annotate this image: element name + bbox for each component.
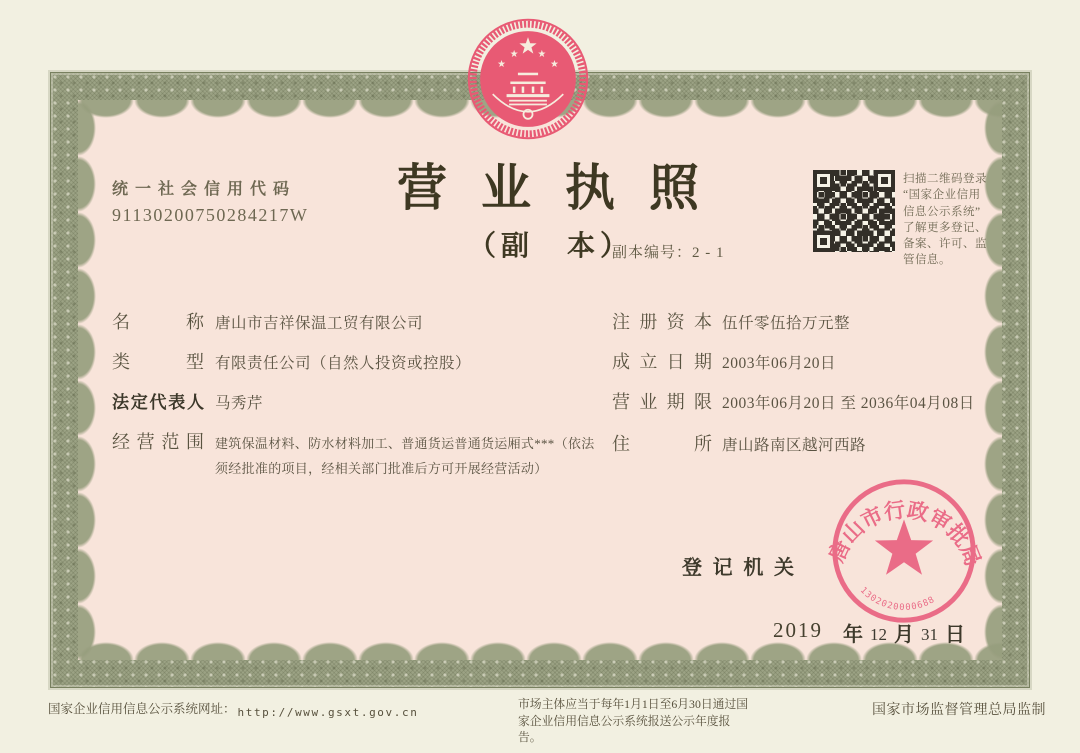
date-year-unit: 年 [843, 624, 863, 646]
seal-text: 唐山市行政审批局 [824, 497, 986, 570]
license-subtitle: （副 本） [468, 231, 634, 262]
field-row-term [612, 388, 975, 414]
address-label: 住所 [612, 434, 712, 454]
field-row-address [612, 430, 866, 456]
license-title: 营业执照 [397, 160, 733, 216]
qr-caption-line: 了解更多登记、 [903, 221, 987, 234]
legal-rep-value: 马秀芹 [215, 395, 264, 412]
official-seal [820, 467, 988, 635]
date-day: 31 [921, 625, 938, 644]
seal-code: 1302020000688 [857, 585, 938, 614]
date-month-unit: 月 [894, 624, 914, 646]
qr-caption [903, 171, 999, 269]
credit-code-label: 统一社会信用代码 [112, 181, 297, 198]
established-label: 成立日期 [612, 352, 712, 372]
scope-label: 经营范围 [112, 432, 204, 452]
footer-annual-report-note: 市场主体应当于每年1月1日至6月30日通过国家企业信用信息公示系统报送公示年度报告。 [518, 697, 749, 744]
footer-gsxt-url: http://www.gsxt.gov.cn [237, 706, 419, 719]
qr-caption-line: 备案、许可、监 [903, 238, 987, 251]
national-emblem-icon [465, 13, 591, 145]
field-row-scope [112, 428, 597, 481]
qr-finder-icon [874, 170, 895, 191]
field-row-capital [612, 308, 850, 334]
footer-gsxt-label: 国家企业信用信息公示系统网址： [48, 702, 236, 716]
date-year: 2019 [773, 618, 823, 642]
name-label: 名称 [112, 312, 204, 332]
type-value: 有限责任公司（自然人投资或控股） [215, 355, 472, 372]
field-row-established [612, 348, 836, 374]
qr-code [813, 170, 895, 252]
field-row-legal-rep [112, 388, 263, 413]
field-row-type [112, 348, 471, 374]
name-value: 唐山市吉祥保温工贸有限公司 [215, 315, 424, 332]
qr-finder-icon [813, 231, 834, 252]
registrar-label: 登记机关 [682, 557, 794, 579]
field-row-name [112, 308, 423, 334]
capital-label: 注册资本 [612, 312, 712, 332]
capital-value: 伍仟零伍拾万元整 [722, 315, 851, 332]
scope-value: 建筑保温材料、防水材料加工、普通货运普通货运厢式***（依法须经批准的项目，经相关部门批准后方可开展经营活动） [215, 436, 595, 476]
qr-caption-line: “国家企业信用 [903, 189, 981, 202]
qr-caption-line: 信息公示系统” [903, 205, 981, 218]
address-value: 唐山路南区越河西路 [722, 437, 867, 454]
credit-code-value: 91130200750284217W [112, 205, 309, 225]
seal-star-icon [875, 519, 933, 574]
term-label: 营业期限 [612, 392, 712, 412]
date-month: 12 [870, 625, 887, 644]
qr-caption-line: 管信息。 [903, 254, 951, 267]
date-day-unit: 日 [945, 624, 965, 646]
qr-finder-icon [813, 170, 834, 191]
copy-number: 副本编号：2 - 1 [612, 245, 725, 261]
footer-issuer: 国家市场监督管理总局监制 [872, 703, 1046, 718]
footer-gsxt [48, 699, 418, 717]
term-value: 2003年06月20日 至 2036年04月08日 [722, 395, 975, 412]
type-label: 类型 [112, 352, 204, 372]
legal-rep-label: 法定代表人 [112, 393, 204, 412]
qr-caption-line: 扫描二维码登录 [903, 173, 987, 185]
established-value: 2003年06月20日 [722, 355, 837, 372]
